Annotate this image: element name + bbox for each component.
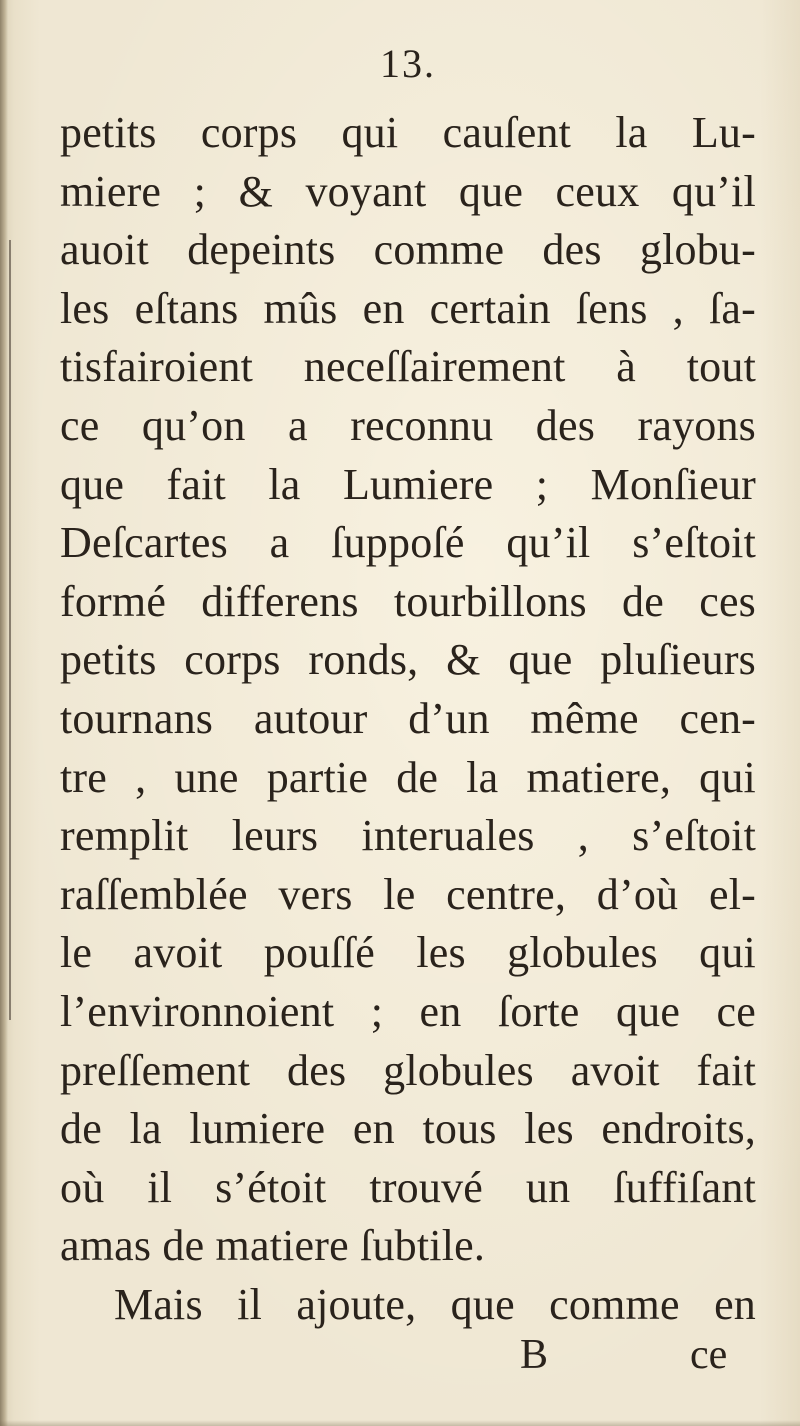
- catchword: ce: [690, 1332, 728, 1378]
- signature-mark: B: [520, 1332, 549, 1378]
- text-line: le avoit pouſſé les globules qui: [60, 928, 756, 978]
- text-line: que fait la Lumiere ; Monſieur: [60, 459, 756, 509]
- text-line: auoit depeints comme des globu-: [60, 225, 756, 275]
- text-line: Deſcartes a ſuppoſé qu’il s’eſtoit: [60, 518, 756, 568]
- page-number: 13.: [380, 41, 436, 86]
- text-line-indented: Mais il ajoute, que comme en: [114, 1279, 756, 1329]
- text-line: où il s’étoit trouvé un ſuffiſant: [60, 1162, 756, 1212]
- text-line: tournans autour d’un même cen-: [60, 693, 756, 743]
- text-line: ce qu’on a reconnu des rayons: [60, 400, 756, 450]
- text-line: miere ; & voyant que ceux qu’il: [60, 166, 756, 216]
- text-line: les eſtans mûs en certain ſens , ſa-: [60, 283, 756, 333]
- text-line: l’environnoient ; en ſorte que ce: [60, 986, 756, 1036]
- text-line: petits corps ronds, & que pluſieurs: [60, 635, 756, 685]
- gutter-shadow-line: [9, 240, 11, 1020]
- text-line: tisfairoient neceſſairement à tout: [60, 342, 756, 392]
- page-bottom-edge: [0, 1420, 800, 1426]
- page-footer: [0, 1330, 800, 1380]
- text-line: remplit leurs interuales , s’eſtoit: [60, 811, 756, 861]
- text-line: amas de matiere ſubtile.: [60, 1221, 486, 1271]
- body-text: [60, 104, 756, 1334]
- text-line: formé differens tourbillons de ces: [60, 576, 756, 626]
- text-line: raſſemblée vers le centre, d’où el-: [60, 869, 756, 919]
- text-line: de la lumiere en tous les endroits,: [60, 1104, 756, 1154]
- text-line: tre , une partie de la matiere, qui: [60, 752, 756, 802]
- page-gutter: [0, 0, 8, 1426]
- text-line: petits corps qui cauſent la Lu-: [60, 108, 756, 157]
- text-line: preſſement des globules avoit fait: [60, 1045, 756, 1095]
